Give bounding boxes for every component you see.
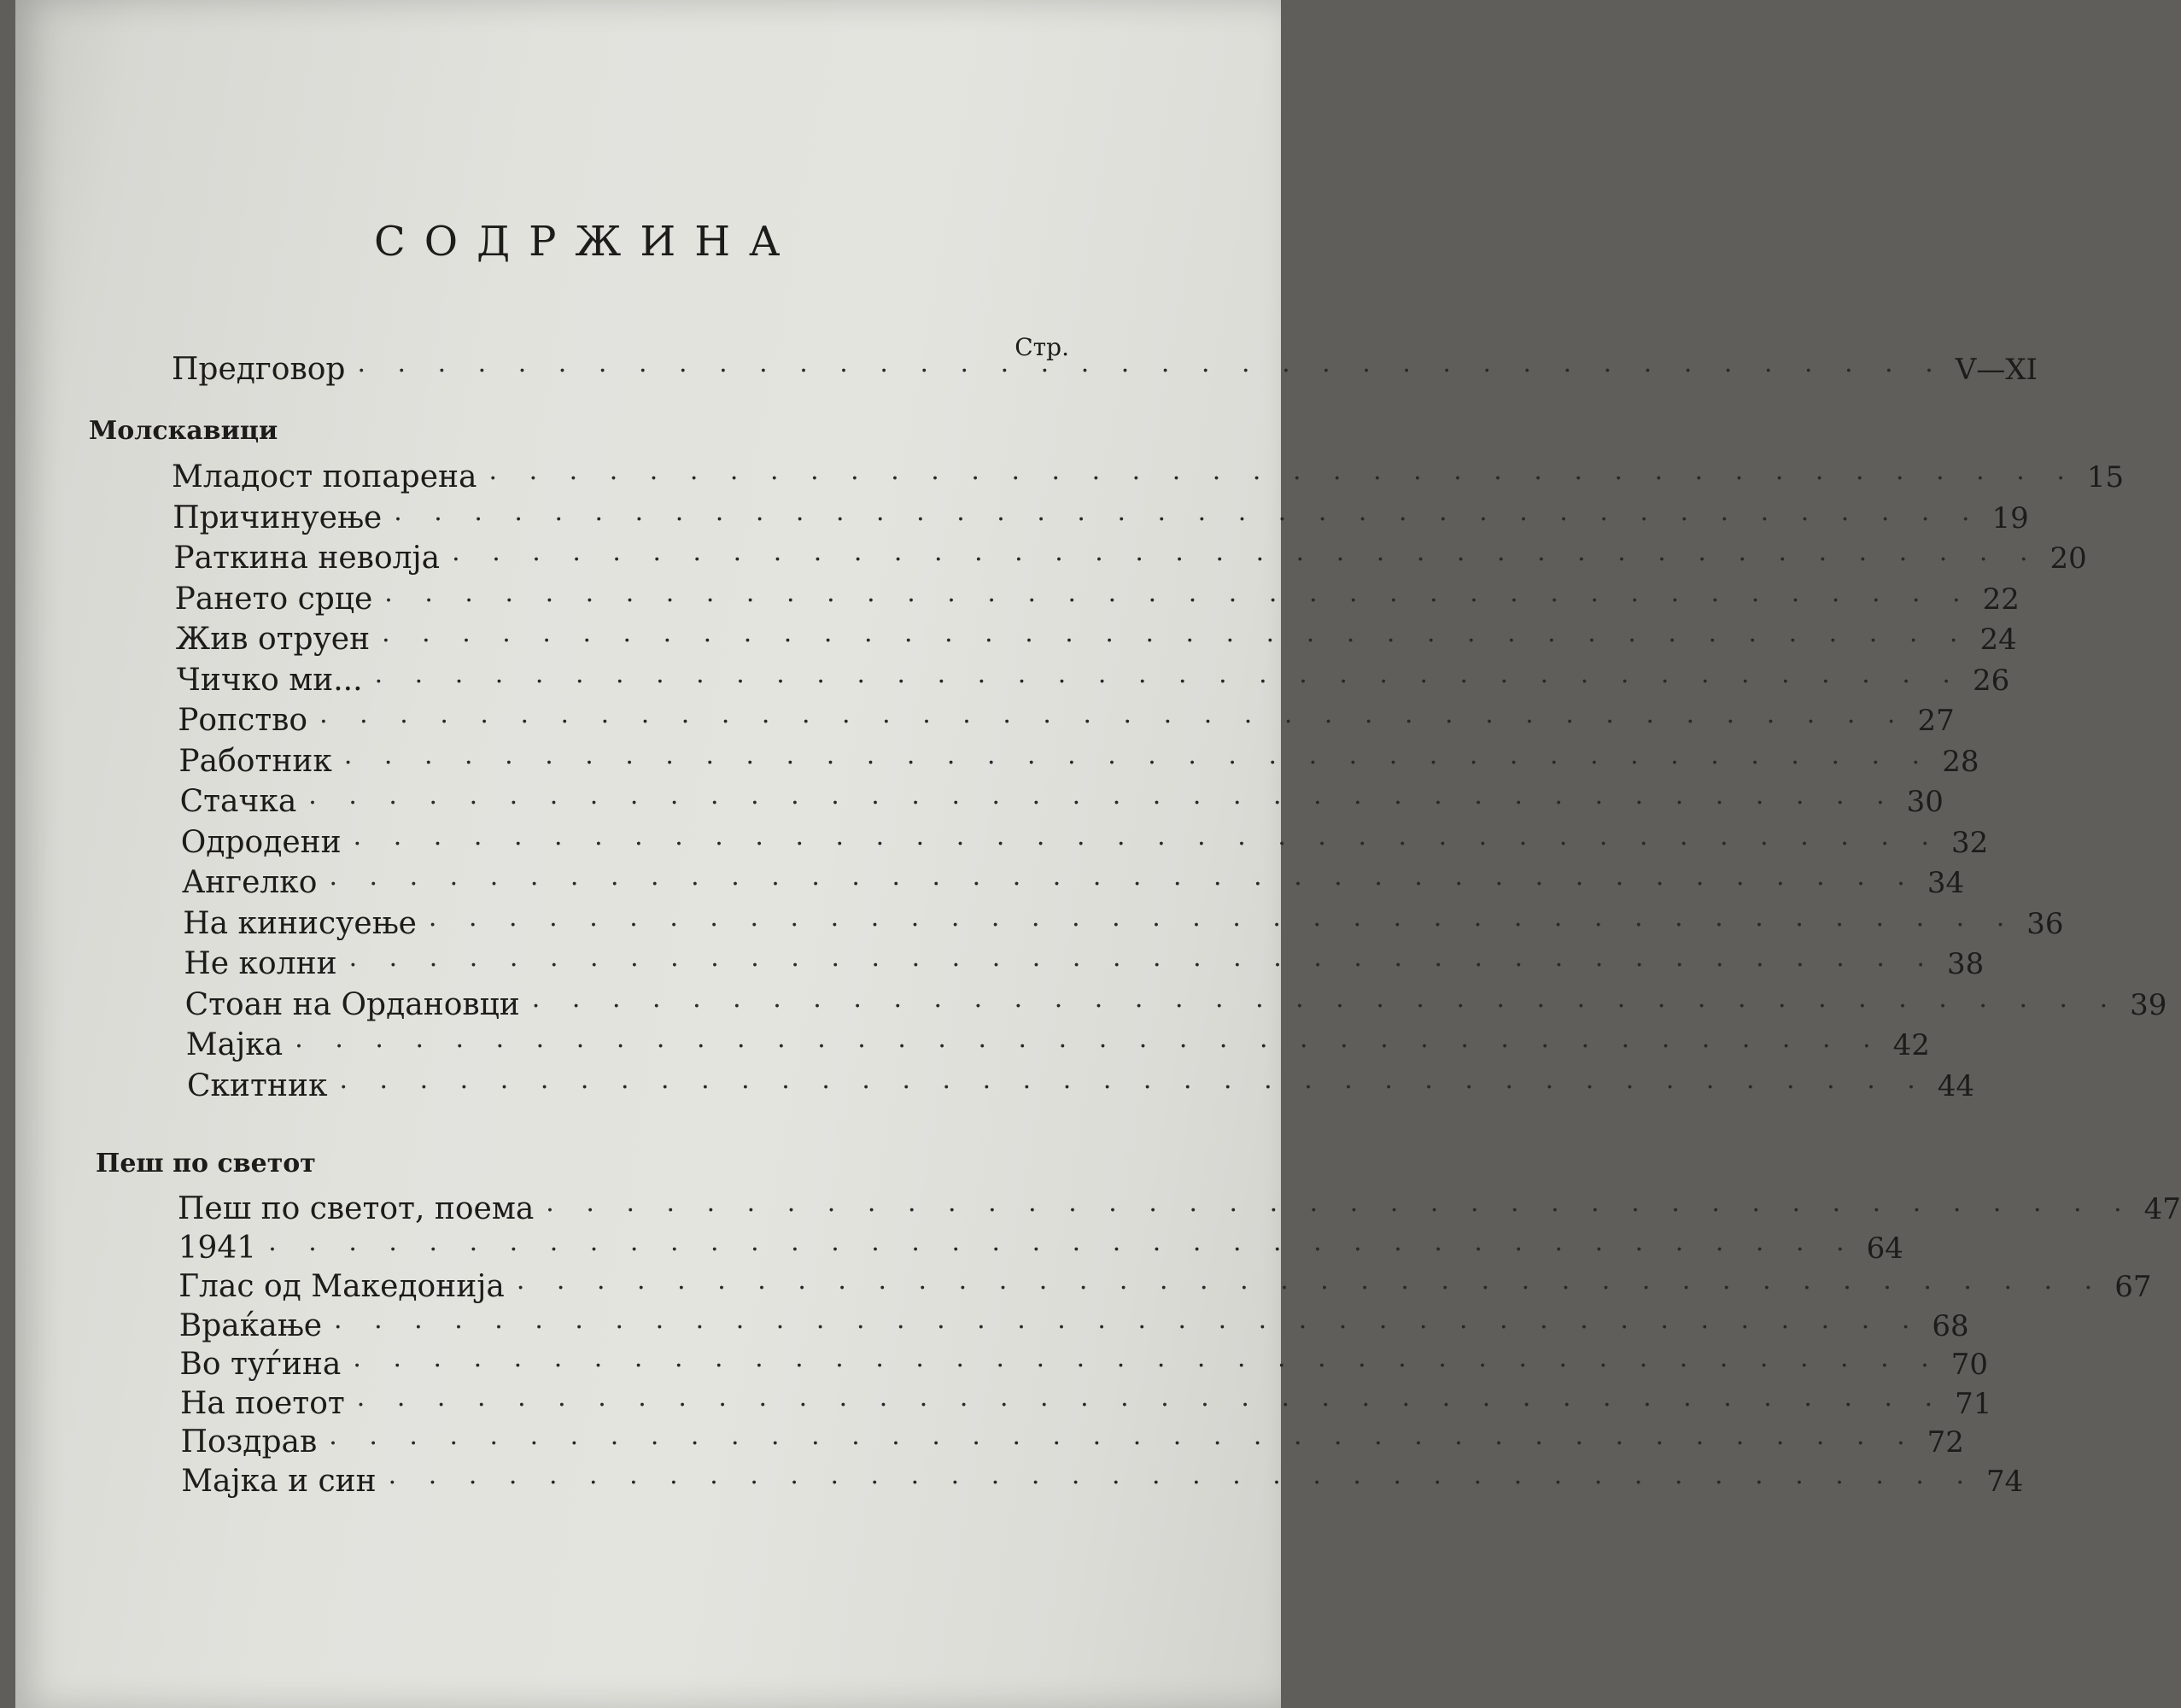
toc-entry-title: Враќање — [178, 1307, 322, 1343]
toc-entry — [183, 905, 2064, 944]
toc-entry-page: 15 — [2086, 460, 2125, 494]
page-column-label: Стр. — [1014, 333, 1069, 361]
toc-entry — [184, 986, 2167, 1025]
toc-entry-page: 64 — [1866, 1231, 1903, 1266]
toc-entry-preface — [172, 352, 2038, 389]
leader-dots: · · · · · · · · · · · · · · · · · · · · · · · · · · · · · · · · · · · · · · · · — [353, 1351, 1941, 1381]
toc-entry-title: Стачка — [179, 784, 297, 819]
toc-entry — [172, 459, 2125, 497]
leader-dots: · · · · · · · · · · · · · · · · · · · · · · · · · · · · · · · · · · · · · · · · — [356, 1389, 1945, 1420]
toc-entry — [178, 1191, 2181, 1229]
toc-entry-title: Мајка и син — [181, 1463, 377, 1499]
book-page — [15, 0, 2181, 1708]
toc-entry-title: Одродени — [180, 824, 342, 860]
toc-entry-page: 70 — [1950, 1348, 1988, 1382]
toc-entry — [187, 1068, 1975, 1106]
toc-entry-title: Не колни — [184, 946, 337, 981]
leader-dots: · · · · · · · · · · · · · · · · · · · · · · · · · · · · · · · · · · · · · · · · — [388, 1467, 1977, 1498]
toc-entry-title: Чичко ми... — [177, 662, 363, 698]
section-heading-pesh-po-svetot: Пеш по светот — [96, 1149, 316, 1179]
toc-entry — [178, 703, 1955, 740]
toc-entry-title: Мајка — [185, 1027, 284, 1062]
toc-entry — [172, 500, 2029, 538]
leader-dots: · · · · · · · · · · · · · · · · · · · · · · · · · · · · · · · · · · · · · · · · — [308, 788, 1897, 818]
leader-dots: · · · · · · · · · · · · · · · · · · · · · · · · · · · · · · · · · · · · · · · · — [394, 504, 1982, 535]
leader-dots: · · · · · · · · · · · · · · · · · · · · · · · · · · · · · · · · · · · · · · · · — [343, 747, 1932, 778]
toc-entry-title: Ангелко — [182, 865, 318, 900]
toc-entry-title: Стоан на Ордановци — [184, 986, 520, 1022]
page-title: СОДРЖИНА — [374, 218, 799, 266]
toc-entry-title: Рането срце — [174, 581, 373, 617]
toc-entry — [173, 541, 2087, 578]
leader-dots: · · · · · · · · · · · · · · · · · · · · · · · · · · · · · · · · · · · · · · · · — [329, 869, 1917, 899]
toc-entry-page: 68 — [1932, 1308, 1969, 1343]
toc-entry-page: 28 — [1942, 744, 1979, 779]
toc-entry-title: На кинисуење — [183, 905, 417, 941]
toc-entry-title: Пеш по светот, поема — [178, 1191, 535, 1226]
leader-dots: · · · · · · · · · · · · · · · · · · · · · · · · · · · · · · · · · · · · · · · · — [531, 991, 2120, 1021]
toc-entry-page: 34 — [1927, 866, 1965, 900]
toc-entry-page: 19 — [1991, 500, 2029, 535]
leader-dots: · · · · · · · · · · · · · · · · · · · · · · · · · · · · · · · · · · · · · · · · — [357, 356, 1945, 386]
leader-dots: · · · · · · · · · · · · · · · · · · · · · · · · · · · · · · · · · · · · · · · · — [382, 626, 1970, 656]
toc-entry — [174, 581, 2020, 619]
toc-entry-page: 72 — [1927, 1425, 1964, 1459]
toc-entry-page: 74 — [1986, 1464, 2024, 1499]
toc-entry-page: 22 — [1982, 582, 2020, 617]
toc-entry-page: 24 — [1979, 623, 2017, 657]
toc-entry-page: 36 — [2026, 906, 2064, 941]
toc-entry — [180, 1424, 1964, 1462]
toc-entry-page: 47 — [2143, 1192, 2181, 1226]
toc-entry — [178, 1307, 1969, 1346]
toc-entry-title: Глас од Македонија — [178, 1269, 505, 1304]
leader-dots: · · · · · · · · · · · · · · · · · · · · · · · · · · · · · · · · · · · · · · · · — [295, 1032, 1883, 1062]
toc-entry-page: 42 — [1892, 1028, 1930, 1062]
toc-entry-page: V—XI — [1955, 353, 2038, 387]
toc-entry-page: 71 — [1955, 1386, 1992, 1421]
toc-entry-title: Скитник — [187, 1068, 328, 1103]
leader-dots: · · · · · · · · · · · · · · · · · · · · · · · · · · · · · · · · · · · · · · · · — [546, 1196, 2134, 1225]
toc-entry — [180, 824, 1989, 863]
leader-dots: · · · · · · · · · · · · · · · · · · · · · · · · · · · · · · · · · · · · · · · · — [348, 951, 1937, 980]
leader-dots: · · · · · · · · · · · · · · · · · · · · · · · · · · · · · · · · · · · · · · · · — [353, 828, 1942, 859]
toc-entry — [178, 743, 1979, 781]
toc-entry-title: Причинуење — [172, 500, 383, 535]
toc-entry-title: Во туѓина — [179, 1347, 342, 1382]
leader-dots: · · · · · · · · · · · · · · · · · · · · · · · · · · · · · · · · · · · · · · · · — [428, 910, 2017, 940]
toc-entry-title: Младост попарена — [172, 459, 477, 494]
leader-dots: · · · · · · · · · · · · · · · · · · · · · · · · · · · · · · · · · · · · · · · · — [452, 545, 2040, 575]
toc-entry-title: Поздрав — [180, 1424, 318, 1459]
toc-entry-page: 27 — [1917, 704, 1955, 738]
leader-dots: · · · · · · · · · · · · · · · · · · · · · · · · · · · · · · · · · · · · · · · · — [488, 464, 2077, 494]
toc-entry — [179, 1347, 1988, 1384]
toc-entry — [177, 662, 2010, 700]
leader-dots: · · · · · · · · · · · · · · · · · · · · · · · · · · · · · · · · · · · · · · · · — [329, 1429, 1917, 1459]
toc-entry-title: На поетот — [180, 1385, 345, 1421]
toc-entry-title: Предговор — [172, 352, 346, 387]
leader-dots: · · · · · · · · · · · · · · · · · · · · · · · · · · · · · · · · · · · · · · · · — [319, 707, 1908, 737]
toc-entry-page: 39 — [2130, 987, 2167, 1022]
leader-dots: · · · · · · · · · · · · · · · · · · · · · · · · · · · · · · · · · · · · · · · · — [374, 666, 1962, 697]
toc-entry-page: 67 — [2114, 1270, 2152, 1304]
toc-entry-title: Жив отруен — [175, 622, 371, 657]
toc-entry — [175, 622, 2017, 659]
section-heading-molskavici: Молскавици — [89, 416, 278, 446]
toc-entry-page: 44 — [1937, 1068, 1975, 1103]
toc-entry — [180, 1385, 1992, 1424]
toc-entry-title: Работник — [178, 743, 332, 779]
toc-entry-page: 30 — [1906, 785, 1944, 819]
toc-entry — [179, 784, 1944, 822]
toc-entry — [181, 1463, 2024, 1501]
toc-entry-page: 38 — [1946, 947, 1985, 981]
leader-dots: · · · · · · · · · · · · · · · · · · · · · · · · · · · · · · · · · · · · · · · · — [334, 1312, 1922, 1342]
leader-dots: · · · · · · · · · · · · · · · · · · · · · · · · · · · · · · · · · · · · · · · · — [384, 585, 1973, 616]
toc-entry-page: 26 — [1972, 663, 2010, 698]
leader-dots: · · · · · · · · · · · · · · · · · · · · · · · · · · · · · · · · · · · · · · · · — [516, 1273, 2105, 1303]
leader-dots: · · · · · · · · · · · · · · · · · · · · · · · · · · · · · · · · · · · · · · · · — [339, 1072, 1927, 1103]
toc-entry — [184, 946, 1985, 984]
toc-entry-title: Ропство — [178, 703, 308, 738]
toc-entry-page: 32 — [1951, 825, 1989, 860]
toc-entry-title: Раткина неволја — [173, 541, 441, 576]
toc-entry-page: 20 — [2049, 541, 2087, 576]
toc-entry — [182, 865, 1965, 903]
toc-entry-title: 1941 — [178, 1230, 257, 1266]
toc-entry — [185, 1027, 1930, 1065]
toc-entry — [178, 1230, 1903, 1268]
leader-dots: · · · · · · · · · · · · · · · · · · · · · · · · · · · · · · · · · · · · · · · · — [268, 1234, 1856, 1265]
toc-entry — [178, 1269, 2152, 1307]
